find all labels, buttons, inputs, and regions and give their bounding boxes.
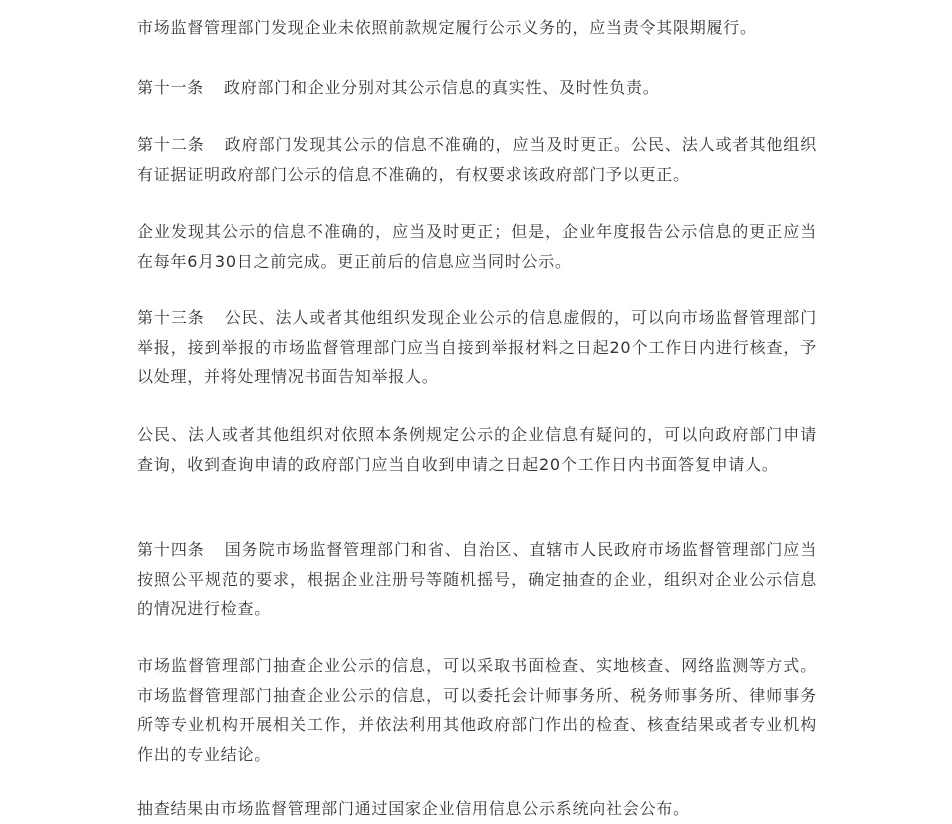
paragraph-text: 市场监督管理部门发现企业未依照前款规定履行公示义务的，应当责令其限期履行。 [137, 18, 757, 37]
paragraph-text: 政府部门和企业分别对其公示信息的真实性、及时性负责。 [224, 78, 660, 97]
article-number: 第十三条 [137, 308, 205, 327]
paragraph [137, 217, 817, 276]
paragraph-text: 公民、法人或者其他组织发现企业公示的信息虚假的，可以向市场监督管理部门举报，接到举报的市场监督管理部门应当自接到举报材料之日起20个工作日内进行核查，予以处理，并将处理情况书面告知举报人。 [137, 308, 817, 386]
article-number: 第十四条 [137, 540, 205, 559]
paragraph [137, 13, 757, 43]
paragraph [137, 130, 817, 189]
paragraph-text: 公民、法人或者其他组织对依照本条例规定公示的企业信息有疑问的，可以向政府部门申请查询，收到查询申请的政府部门应当自收到申请之日起20个工作日内书面答复申请人。 [137, 425, 817, 474]
paragraph [137, 420, 817, 479]
article-number: 第十二条 [137, 135, 205, 154]
paragraph [137, 303, 817, 392]
paragraph [137, 794, 690, 824]
paragraph [137, 651, 817, 769]
paragraph-text: 市场监督管理部门抽查企业公示的信息，可以采取书面检查、实地核查、网络监测等方式。市场监督管理部门抽查企业公示的信息，可以委托会计师事务所、税务师事务所、律师事务所等专业机构开展相关工作，并依法利用其他政府部门作出的检查、核查结果或者专业机构作出的专业结论。 [137, 656, 817, 764]
paragraph-text: 抽查结果由市场监督管理部门通过国家企业信用信息公示系统向社会公布。 [137, 799, 690, 818]
paragraph-text: 政府部门发现其公示的信息不准确的，应当及时更正。公民、法人或者其他组织有证据证明政府部门公示的信息不准确的，有权要求该政府部门予以更正。 [137, 135, 817, 184]
paragraph-text: 国务院市场监督管理部门和省、自治区、直辖市人民政府市场监督管理部门应当按照公平规范的要求，根据企业注册号等随机摇号，确定抽查的企业，组织对企业公示信息的情况进行检查。 [137, 540, 817, 618]
paragraph-text: 企业发现其公示的信息不准确的，应当及时更正；但是，企业年度报告公示信息的更正应当在每年6月30日之前完成。更正前后的信息应当同时公示。 [137, 222, 817, 271]
paragraph [137, 535, 817, 624]
paragraph [137, 73, 660, 103]
article-number: 第十一条 [137, 78, 205, 97]
